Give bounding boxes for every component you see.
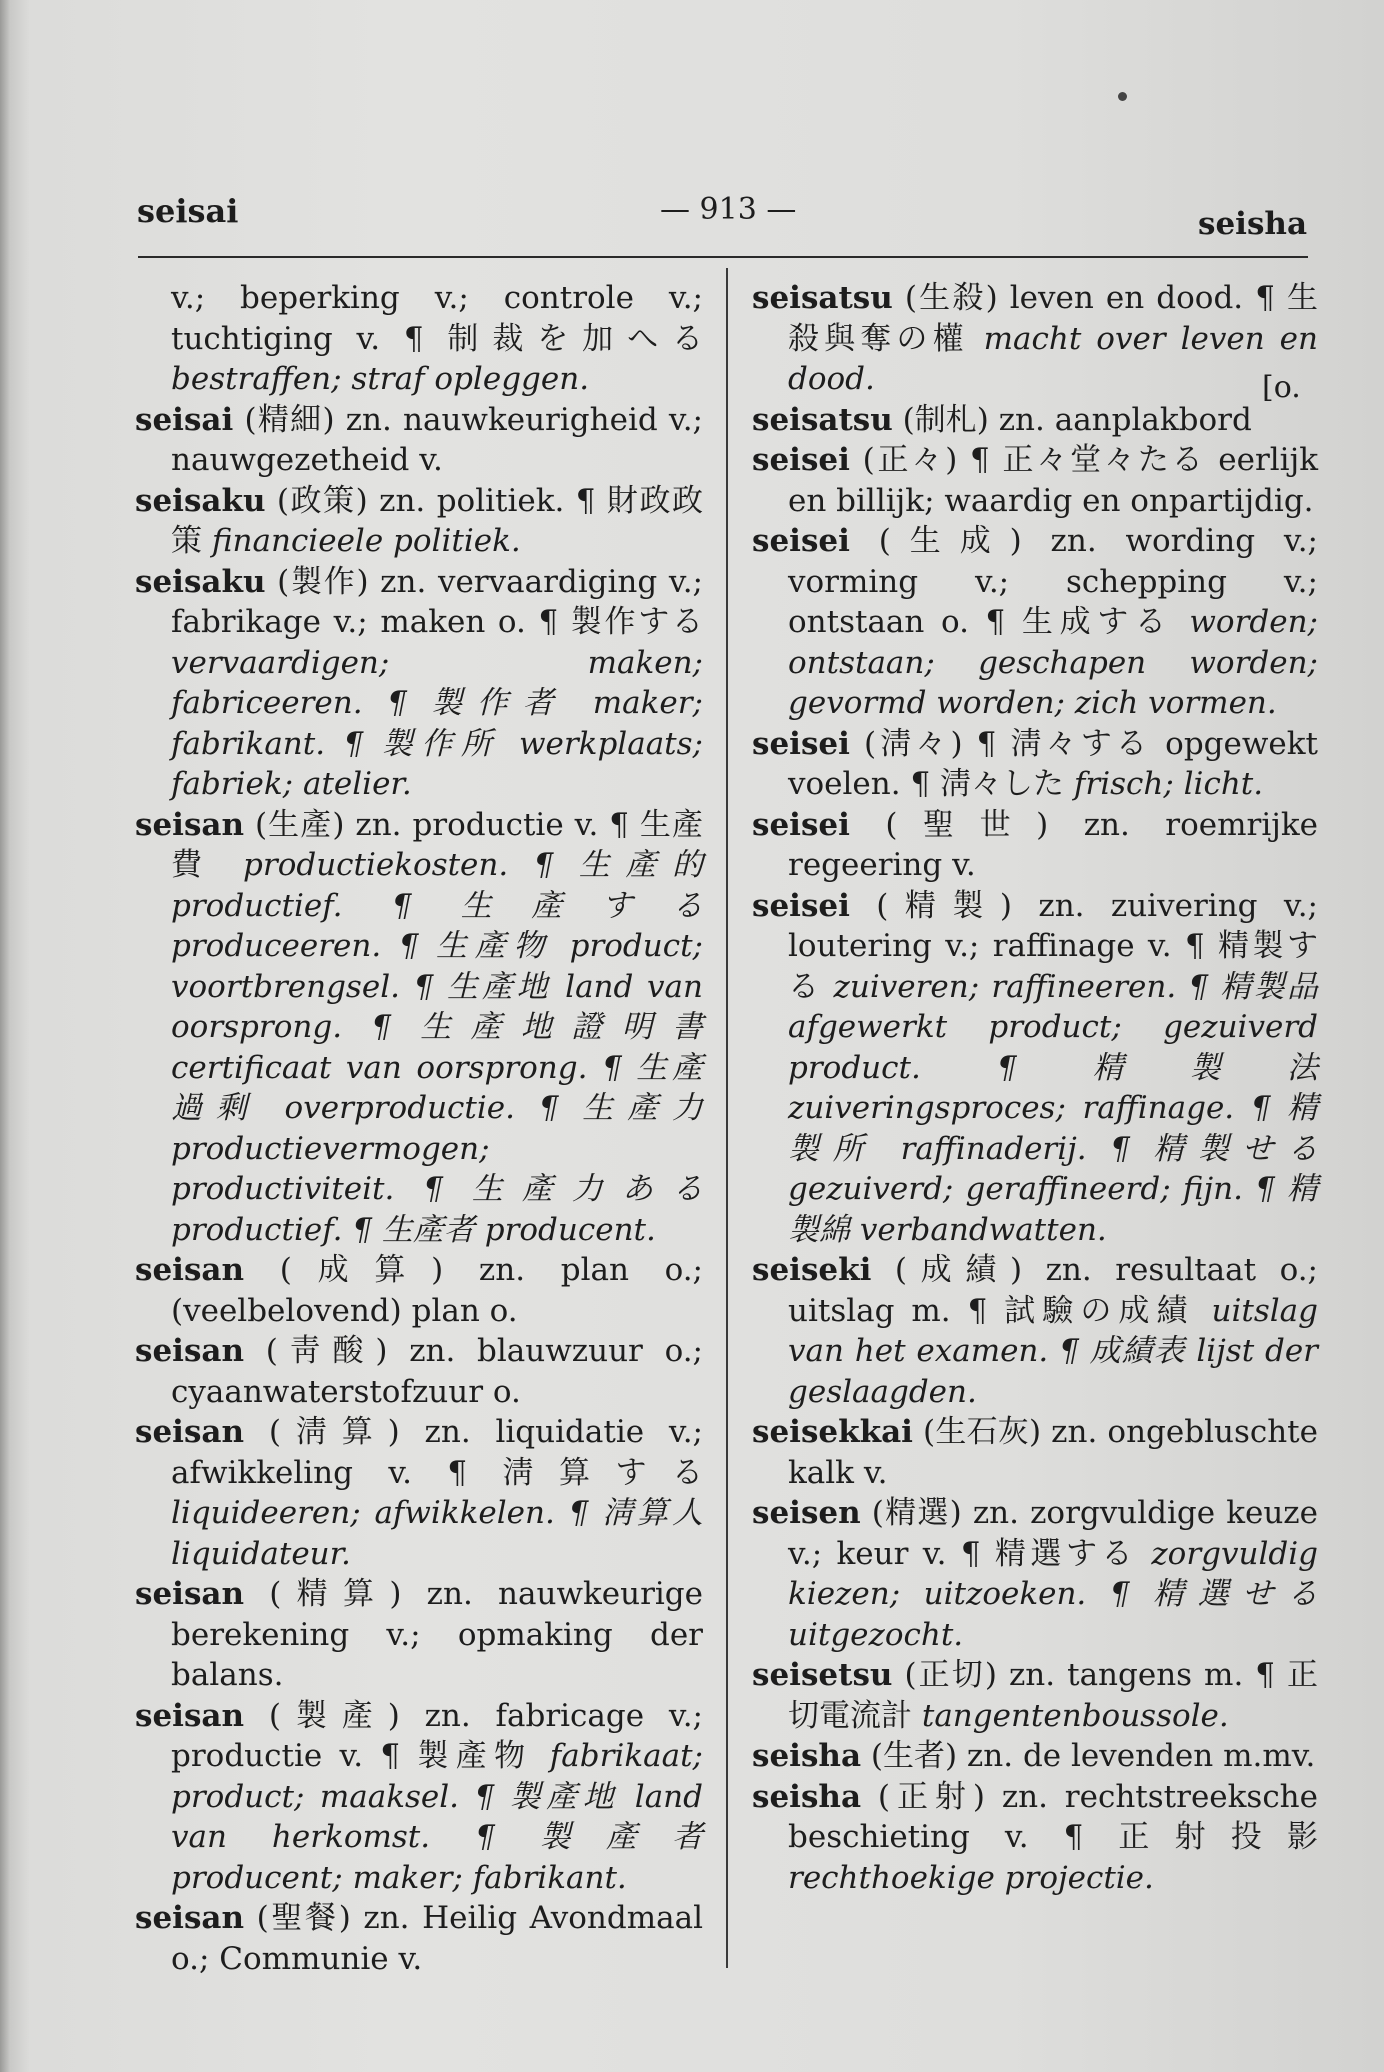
- entry-headword: seisei: [752, 887, 850, 924]
- dictionary-entry: [752, 1250, 1318, 1412]
- entry-text: (聖世) zn. roemrijke regeering v.: [788, 806, 1318, 883]
- right-column: [752, 278, 1318, 1898]
- running-head-left: seisai: [137, 192, 239, 230]
- dictionary-entry: [752, 886, 1318, 1251]
- entry-translation: liquideeren; afwikkelen. ¶ 淸算人 liquidateur.: [171, 1495, 703, 1572]
- entry-text: (精細) zn. nauwkeurigheid v.; nauwgezetheid v.: [171, 401, 704, 478]
- dictionary-entry: [135, 1331, 703, 1412]
- entry-translation: productiekosten. ¶ 生產的 productief. ¶ 生產する produceeren. ¶ 生產物 product; voortbrengsel. ¶ 生產地 land van oorsprong. ¶ 生產地證明書 certificaat van oorsprong. ¶ 生產過剩 overproductie. ¶ 生產力 productievermogen; productiviteit. ¶ 生產力ある productief. ¶ 生產者 producent.: [171, 847, 703, 1248]
- entry-text: (成算) zn. plan o.; (veelbelovend) plan o.: [171, 1252, 703, 1329]
- entry-headword: seisatsu: [752, 401, 893, 438]
- entry-translation: zorgvuldig kiezen; uitzoeken. ¶ 精選せる uitgezocht.: [788, 1535, 1318, 1653]
- entry-headword: seisekkai: [752, 1414, 913, 1450]
- entry-translation: zuiveren; raffineeren. ¶ 精製品 afgewerkt product; gezuiverd product. ¶ 精製法 zuiveringsproces; raffinage. ¶ 精製所 raffinaderij. ¶ 精製せる gezuiverd; geraffineerd; fijn. ¶ 精製綿 verbandwatten.: [788, 968, 1319, 1248]
- entry-text: (生石灰) zn. ongebluschte kalk v.: [788, 1414, 1318, 1491]
- entry-headword: seisan: [135, 1333, 245, 1369]
- dictionary-entry: [135, 1574, 703, 1696]
- entry-translation: worden; ontstaan; geschapen worden; gevormd worden; zich vormen.: [788, 604, 1318, 721]
- entry-text: (淸算) zn. liquidatie v.; afwikkeling v. ¶ 淸算する: [171, 1414, 703, 1491]
- entry-text: (淸々) ¶ 淸々する opgewekt voelen. ¶ 淸々した: [788, 725, 1318, 802]
- dictionary-entry: [752, 521, 1318, 724]
- entry-text: (制札) zn. aanplakbord: [902, 401, 1252, 438]
- entry-text: (生成) zn. wording v.; vorming v.; schepping v.; ontstaan o. ¶ 生成する: [788, 523, 1319, 640]
- entry-translation: financieele politiek.: [211, 523, 521, 559]
- entry-headword: seisan: [135, 1697, 245, 1734]
- margin-note: [o.: [1262, 370, 1301, 405]
- entry-headword: seisetsu: [752, 1657, 893, 1693]
- entry-headword: seiseki: [752, 1252, 872, 1288]
- entry-headword: seisatsu: [752, 280, 893, 316]
- entry-headword: seisei: [752, 725, 850, 762]
- entry-headword: seisei: [752, 442, 850, 478]
- entry-translation: fabrikaat; product; maaksel. ¶ 製產地 land van herkomst. ¶ 製產者 producent; maker; fabrikant.: [171, 1738, 703, 1896]
- entry-text: (正射) zn. rechtstreeksche beschieting v. ¶ 正射投影: [788, 1778, 1318, 1855]
- dictionary-entry: [135, 1898, 703, 1979]
- dictionary-entry: [135, 805, 703, 1251]
- entry-text: (正切) zn. tangens m. ¶ 正切電流計: [788, 1657, 1318, 1734]
- dictionary-entry: [752, 400, 1318, 441]
- entry-headword: seisan: [135, 1576, 245, 1612]
- dictionary-entry: [135, 481, 703, 562]
- entry-translation: rechthoekige projectie.: [788, 1859, 1154, 1896]
- entry-headword: seisei: [752, 806, 850, 843]
- entry-text: (政策) zn. politiek. ¶ 財政政策: [171, 482, 703, 559]
- dictionary-entry: [135, 400, 703, 481]
- dictionary-entry: [135, 562, 703, 805]
- page-number: — 913 —: [660, 192, 797, 227]
- dictionary-entry: [752, 1493, 1318, 1655]
- dictionary-entry: [752, 278, 1318, 400]
- entry-text: (製作) zn. vervaardiging v.; fabrikage v.; maken o. ¶ 製作する: [171, 563, 703, 640]
- entry-headword: seisha: [752, 1778, 862, 1815]
- dictionary-entry: [752, 1777, 1318, 1899]
- entry-translation: macht over leven en dood.: [788, 320, 1318, 397]
- entry-translation: tangentenboussole.: [921, 1697, 1229, 1734]
- entry-headword: seisan: [135, 1252, 245, 1288]
- entry-text: (精製) zn. zuivering v.; loutering v.; raffinage v. ¶ 精製する: [788, 887, 1318, 1005]
- dictionary-entry: [135, 1696, 703, 1899]
- entry-headword: seisei: [752, 523, 850, 559]
- column-divider: [726, 268, 728, 1968]
- dictionary-entry: [752, 1736, 1318, 1777]
- dictionary-entry: [135, 1412, 703, 1574]
- entry-headword: seisaku: [135, 563, 266, 600]
- entry-translation: frisch; licht.: [1073, 766, 1264, 802]
- entry-translation: vervaardigen; maken; fabriceeren. ¶ 製作者 maker; fabrikant. ¶ 製作所 werkplaats; fabriek; atelier.: [171, 644, 703, 802]
- dictionary-entry: [752, 440, 1318, 521]
- ink-spot: [1118, 92, 1127, 101]
- entry-headword: seisai: [135, 401, 234, 438]
- dictionary-entry: [752, 1412, 1318, 1493]
- entry-headword: seisan: [135, 1900, 245, 1936]
- left-column: [135, 278, 703, 1979]
- entry-text: v.; beperking v.; controle v.; tuchtiging v. ¶ 制裁を加へる: [171, 280, 703, 357]
- entry-text: (生殺) leven en dood. ¶ 生殺與奪の權: [788, 280, 1318, 357]
- entry-text: (製產) zn. fabricage v.; productie v. ¶ 製產物: [171, 1697, 704, 1774]
- entry-translation: uitslag van het examen. ¶ 成績表 lijst der geslaagden.: [788, 1292, 1318, 1410]
- entry-text: (正々) ¶ 正々堂々たる eerlijk en billijk; waardig en onpartijdig.: [788, 442, 1318, 519]
- entry-text: (生產) zn. productie v. ¶ 生產費: [171, 806, 703, 883]
- dictionary-entry: [135, 1250, 703, 1331]
- entry-headword: seisaku: [135, 482, 266, 519]
- entry-text: (精選) zn. zorgvuldige keuze v.; keur v. ¶ 精選する: [788, 1495, 1318, 1572]
- dictionary-entry: [752, 724, 1318, 805]
- entry-translation: bestraffen; straf opleggen.: [171, 361, 590, 397]
- entry-headword: seisha: [752, 1738, 862, 1774]
- entry-headword: seisen: [752, 1495, 861, 1531]
- dictionary-entry: [135, 278, 703, 400]
- dictionary-entry: [752, 1655, 1318, 1736]
- running-head-right: seisha: [1198, 206, 1308, 242]
- entry-headword: seisan: [135, 1414, 245, 1450]
- entry-text: (聖餐) zn. Heilig Avondmaal o.; Communie v.: [171, 1900, 703, 1977]
- header-rule: [138, 256, 1308, 258]
- entry-text: (成績) zn. resultaat o.; uitslag m. ¶ 試驗の成績: [788, 1252, 1318, 1329]
- dictionary-entry: [752, 805, 1318, 886]
- entry-text: (精算) zn. nauwkeurige berekening v.; opmaking der balans.: [171, 1576, 703, 1693]
- running-head: [0, 192, 1384, 242]
- entry-headword: seisan: [135, 806, 245, 843]
- entry-text: (靑酸) zn. blauwzuur o.; cyaanwaterstofzuur o.: [171, 1333, 703, 1410]
- entry-text: (生者) zn. de levenden m.mv.: [870, 1738, 1316, 1774]
